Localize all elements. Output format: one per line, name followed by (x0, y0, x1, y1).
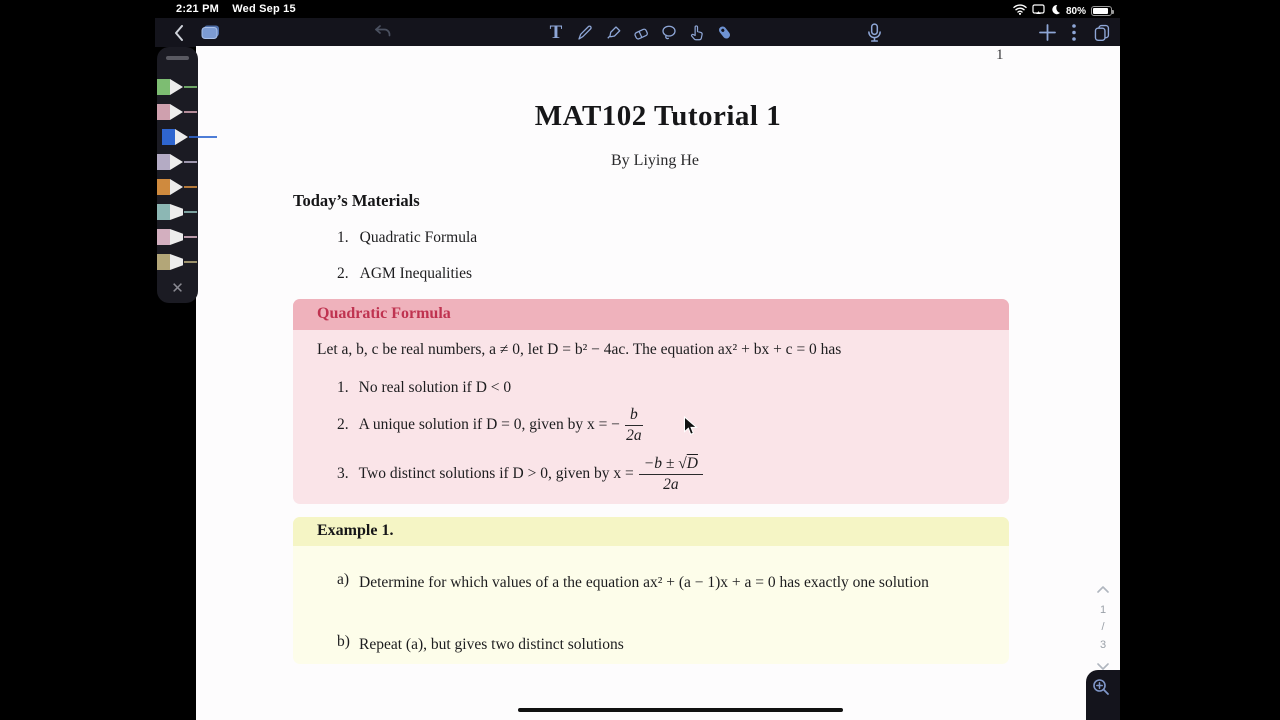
quadratic-callout-header (293, 299, 1009, 330)
text-tool-button[interactable] (543, 18, 569, 47)
status-bar (155, 0, 1120, 18)
clock-time: 2:21 PM (176, 3, 219, 15)
page-tabs-button[interactable] (197, 18, 225, 47)
back-button[interactable] (167, 18, 191, 47)
example-callout-title: Example 1. (317, 522, 394, 539)
pointer-hand-tool-button[interactable] (684, 18, 710, 47)
pen-tool-orange[interactable] (157, 177, 198, 197)
pointer-hand-icon (688, 24, 706, 42)
drawn-horizontal-line (518, 708, 843, 712)
palette-drag-handle[interactable] (166, 56, 189, 60)
quadratic-item-1: 1. No real solution if D < 0 (337, 379, 512, 396)
quadratic-callout-title: Quadratic Formula (317, 305, 451, 322)
magnifier-plus-icon (1092, 678, 1110, 696)
pen-tool-blue-selected[interactable] (157, 127, 198, 147)
pen-tip (170, 179, 183, 195)
laser-pointer-icon (715, 23, 734, 42)
lasso-tool-button[interactable] (656, 18, 682, 47)
mouse-cursor (683, 416, 698, 441)
page-navigator (1090, 578, 1116, 677)
materials-item-2: 2. AGM Inequalities (337, 265, 472, 282)
close-palette-button[interactable]: ✕ (171, 280, 184, 297)
highlighter-tool-olive[interactable] (157, 252, 198, 272)
materials-heading: Today’s Materials (293, 191, 420, 210)
plus-icon (1039, 24, 1056, 41)
page-number: 1 (996, 47, 1004, 63)
zoom-corner-panel (1086, 670, 1120, 720)
highlighter-tool-pink[interactable] (157, 227, 198, 247)
pen-tool-lavender[interactable] (157, 152, 198, 172)
pen-tool-button[interactable] (572, 18, 598, 47)
highlighter-body (157, 229, 170, 245)
record-audio-button[interactable] (861, 18, 887, 47)
pen-body (157, 104, 170, 120)
example-callout-header (293, 517, 1009, 546)
eraser-icon (632, 24, 650, 42)
undo-button[interactable] (369, 18, 395, 47)
lasso-icon (660, 24, 678, 42)
battery-icon (1091, 6, 1112, 16)
highlighter-tip (170, 254, 183, 270)
battery-percent: 80% (1065, 5, 1086, 17)
document-title: MAT102 Tutorial 1 (534, 100, 782, 132)
pen-tip (170, 104, 183, 120)
pen-tool-green[interactable] (157, 77, 198, 97)
pen-palette (157, 47, 198, 303)
highlighter-tool-button[interactable] (600, 18, 626, 47)
sqrt-sign: √ (678, 454, 687, 472)
status-time-date (176, 3, 296, 15)
more-options-button[interactable] (1063, 18, 1085, 47)
highlighter-tip (170, 204, 183, 220)
quadratic-item-2: 2. A unique solution if D = 0, given by x = − $\frac{b}{2a}$ (337, 405, 642, 444)
fraction-quadratic-formula: $\frac{-b \pm √D}{2a}$ (639, 455, 703, 494)
quadratic-formula-callout (293, 299, 1009, 504)
example-item-b: b) Repeat (a), but gives two distinct solutions (337, 633, 624, 653)
total-pages-label: 3 (1099, 638, 1107, 651)
pen-body (157, 79, 170, 95)
pen-body (157, 154, 170, 170)
microphone-icon (867, 23, 882, 42)
highlighter-icon (604, 24, 622, 42)
quadratic-item-3: 3. Two distinct solutions if D > 0, given by x = $\frac{-b \pm √D}{2a}$ (337, 451, 703, 497)
pencil-icon (576, 24, 594, 42)
example-1-callout (293, 517, 1009, 664)
eraser-tool-button[interactable] (628, 18, 654, 47)
chevron-up-icon[interactable] (1097, 578, 1109, 600)
highlighter-body (157, 204, 170, 220)
pen-body (157, 179, 170, 195)
laser-pointer-tool-button[interactable] (710, 18, 738, 47)
text-tool-icon: T (549, 21, 563, 43)
page-copy-icon (1092, 23, 1111, 42)
highlighter-tool-teal[interactable] (157, 202, 198, 222)
document-page (196, 46, 1120, 720)
clock-date: Wed Sep 15 (232, 3, 296, 15)
materials-item-1: 1. Quadratic Formula (337, 229, 478, 246)
kebab-menu-icon (1072, 24, 1076, 41)
pen-tool-rose[interactable] (157, 102, 198, 122)
page-copy-button[interactable] (1087, 18, 1115, 47)
pen-tip (175, 129, 188, 145)
document-subtitle: By Liying He (611, 152, 699, 169)
highlighter-body (157, 254, 170, 270)
page-separator: / (1101, 621, 1105, 634)
pen-tip (170, 79, 183, 95)
pen-tip (170, 154, 183, 170)
zoom-in-button[interactable] (1092, 678, 1110, 701)
toolbar (155, 18, 1120, 47)
highlighter-tip (170, 229, 183, 245)
add-page-button[interactable] (1033, 18, 1061, 47)
pen-body (162, 129, 175, 145)
example-item-a: a) Determine for which values of a the equation ax² + (a − 1)x + a = 0 has exactly one solution (337, 571, 929, 591)
current-page-label: 1 (1099, 604, 1107, 616)
quadratic-intro-text: Let a, b, c be real numbers, a ≠ 0, let D = b² − 4ac. The equation ax² + bx + c = 0 has (317, 341, 842, 358)
fraction-b-over-2a: $\frac{b}{2a}$ (626, 405, 642, 444)
